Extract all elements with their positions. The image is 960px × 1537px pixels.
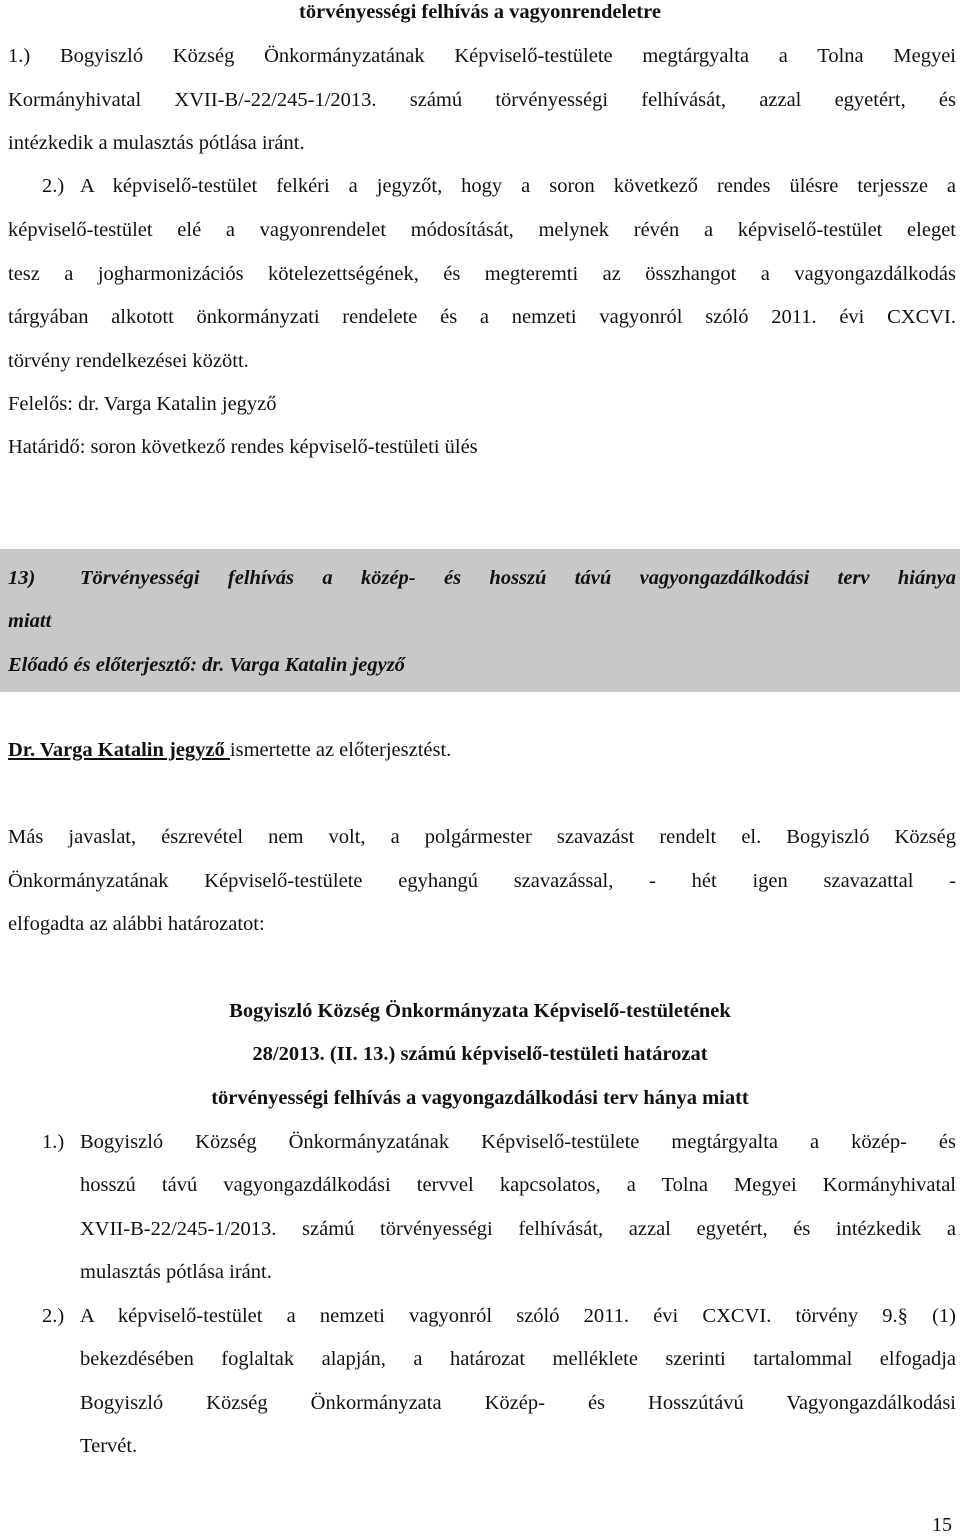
resolution-heading-line: Bogyiszló Község Önkormányzata Képviselő-testületének	[229, 1000, 731, 1022]
agenda-item-title-cont: miatt	[8, 610, 52, 632]
paragraph-line: képviselő-testület elé a vagyonrendelet módosítását, melynek révén a képviselő-testület eleget	[8, 219, 956, 241]
paragraph-line: Kormányhivatal XVII-B/-22/245-1/2013. számú törvényességi felhívását, azzal egyetért, és	[8, 89, 956, 111]
paragraph-line: tesz a jogharmonizációs kötelezettségének, és megteremti az összhangot a vagyongazdálkodás	[8, 263, 956, 285]
paragraph-line: intézkedik a mulasztás pótlása iránt.	[8, 132, 305, 154]
paragraph-line: A képviselő-testület a nemzeti vagyonról szóló 2011. évi CXCVI. törvény 9.§ (1)	[80, 1305, 956, 1327]
responsible-line: Felelős: dr. Varga Katalin jegyző	[8, 393, 277, 415]
presentation-text: ismertette az előterjesztést.	[229, 739, 452, 761]
resolution-heading-line: 28/2013. (II. 13.) számú képviselő-testületi határozat	[252, 1043, 708, 1065]
paragraph-line: 1.) Bogyiszló Község Önkormányzatának Képviselő-testülete megtárgyalta a Tolna Megyei	[8, 45, 956, 67]
paragraph-line: Bogyiszló Község Önkormányzatának Képviselő-testülete megtárgyalta a közép- és	[80, 1131, 956, 1153]
paragraph-line: törvény rendelkezései között.	[8, 350, 249, 372]
page-number: 15	[932, 1514, 952, 1536]
agenda-item-presenter: Előadó és előterjesztő: dr. Varga Katalin jegyző	[8, 654, 405, 676]
paragraph-line: hosszú távú vagyongazdálkodási tervvel kapcsolatos, a Tolna Megyei Kormányhivatal	[80, 1174, 956, 1196]
section-heading: törvényességi felhívás a vagyonrendeletre	[299, 1, 661, 23]
paragraph-line: tárgyában alkotott önkormányzati rendelete és a nemzeti vagyonról szóló 2011. évi CXCVI.	[8, 306, 956, 328]
presenter-name: Dr. Varga Katalin jegyző	[8, 739, 230, 761]
paragraph-line: bekezdésében foglaltak alapján, a határozat melléklete szerinti tartalommal elfogadja	[80, 1348, 956, 1370]
paragraph-line: XVII-B-22/245-1/2013. számú törvényességi felhívását, azzal egyetért, és intézkedik a	[80, 1218, 956, 1240]
item-number: 2.)	[42, 175, 65, 197]
item-number: 2.)	[42, 1305, 65, 1327]
deadline-line: Határidő: soron következő rendes képviselő-testületi ülés	[8, 436, 478, 458]
paragraph-line: Bogyiszló Község Önkormányzata Közép- és Hosszútávú Vagyongazdálkodási	[80, 1392, 956, 1414]
paragraph-line: A képviselő-testület felkéri a jegyzőt, hogy a soron következő rendes ülésre terjessze a	[80, 175, 956, 197]
agenda-item-title: Törvényességi felhívás a közép- és hosszú távú vagyongazdálkodási terv hiánya	[80, 567, 956, 589]
agenda-item-number: 13)	[8, 567, 36, 589]
paragraph-line: mulasztás pótlása iránt.	[80, 1261, 272, 1283]
resolution-heading-line: törvényességi felhívás a vagyongazdálkodási terv hánya miatt	[211, 1087, 749, 1109]
presentation-line	[8, 738, 451, 762]
paragraph-line: Tervét.	[80, 1435, 138, 1457]
paragraph-line: Önkormányzatának Képviselő-testülete egyhangú szavazással, - hét igen szavazattal -	[8, 870, 956, 892]
paragraph-line: elfogadta az alábbi határozatot:	[8, 913, 265, 935]
paragraph-line: Más javaslat, észrevétel nem volt, a polgármester szavazást rendelt el. Bogyiszló Község	[8, 826, 956, 848]
item-number: 1.)	[42, 1131, 65, 1153]
